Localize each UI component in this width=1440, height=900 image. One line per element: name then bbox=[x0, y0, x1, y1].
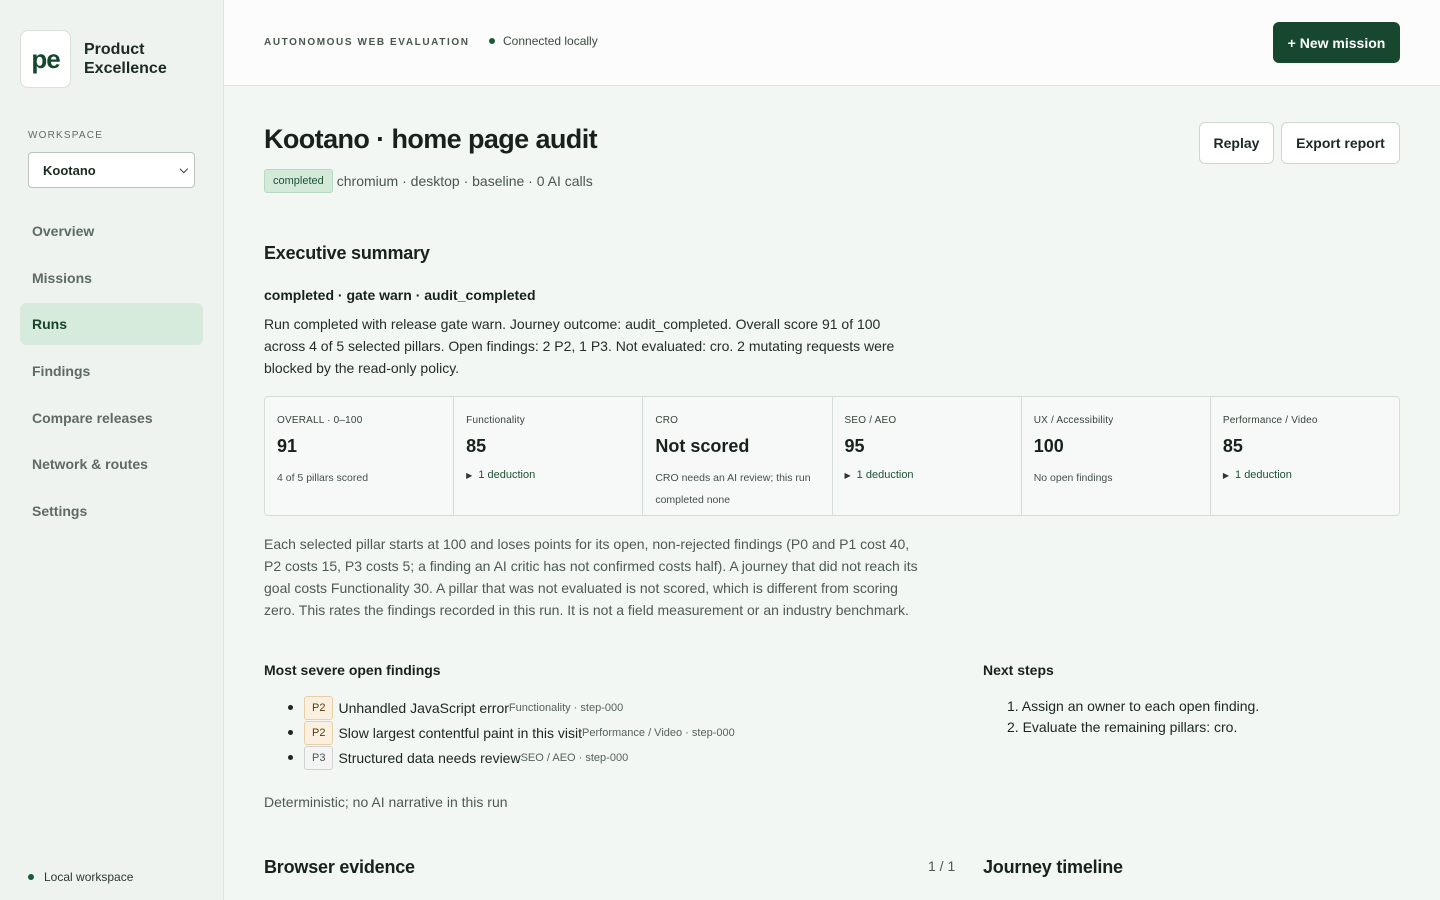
list-item: 1. Assign an owner to each open finding. bbox=[1007, 698, 1260, 714]
finding-meta: SEO / AEO · step-000 bbox=[520, 751, 629, 764]
score-value: 95 bbox=[844, 436, 865, 456]
score-label: SEO / AEO bbox=[844, 415, 897, 426]
score-value: 100 bbox=[1033, 436, 1064, 456]
sidebar-item-label: Network & routes bbox=[32, 456, 148, 473]
deduction-label: 1 deduction bbox=[1235, 469, 1292, 481]
run-meta bbox=[264, 169, 593, 193]
scoring-explanation: Each selected pillar starts at 100 and loses points for its open, non-rejected findings (P0 and P1 cost 40, P2 costs 15, P3 costs 5; a finding an AI critic has not confirmed costs half). A journey that did not reach its goal costs Functionality 30. A pillar that was not evaluated is not scored, which is different from scoring zero. This rates the findings recorded in this run. It is not a field measurement or an industry benchmark. bbox=[264, 536, 918, 618]
status-dot-icon bbox=[489, 38, 495, 44]
bullet-icon bbox=[288, 755, 293, 760]
app-eyebrow: AUTONOMOUS WEB EVALUATION bbox=[264, 37, 470, 48]
sidebar-item-label: Settings bbox=[32, 503, 88, 520]
sidebar-item-network-routes[interactable] bbox=[20, 443, 203, 485]
chevron-down-icon: ⌵ bbox=[179, 163, 188, 176]
evidence-count: 1 / 1 bbox=[928, 858, 956, 874]
deduction-label: 1 deduction bbox=[856, 469, 914, 481]
summary-text: Run completed with release gate warn. Journey outcome: audit_completed. Overall score 91 of 100 across 4 of 5 selected pillars. Open findings: 2 P2, 1 P3. Not evaluated: cro. 2 mutating requests were blocked by the read-only policy. bbox=[264, 316, 895, 376]
priority-badge: P3 bbox=[304, 746, 333, 770]
export-report-button[interactable]: Export report bbox=[1281, 122, 1400, 164]
disclosure-triangle-icon: ▶ bbox=[844, 471, 851, 480]
score-card-cro bbox=[643, 397, 832, 515]
list-item: 2. Evaluate the remaining pillars: cro. bbox=[1007, 719, 1238, 735]
workspace-label: WORKSPACE bbox=[28, 130, 104, 141]
local-workspace-status bbox=[28, 870, 133, 884]
sidebar-item-settings[interactable] bbox=[20, 490, 203, 532]
executive-summary-heading: Executive summary bbox=[264, 243, 430, 263]
score-value: Not scored bbox=[655, 436, 750, 456]
findings-heading: Most severe open findings bbox=[264, 662, 441, 678]
priority-badge: P2 bbox=[304, 721, 333, 745]
disclosure-triangle-icon: ▶ bbox=[1222, 471, 1230, 480]
priority-badge: P2 bbox=[304, 696, 333, 720]
score-label: Performance / Video bbox=[1222, 415, 1318, 426]
score-card-performance-video bbox=[1211, 397, 1399, 515]
sidebar bbox=[0, 0, 224, 900]
score-label: CRO bbox=[655, 415, 679, 426]
deduction-label: 1 deduction bbox=[478, 469, 536, 481]
local-workspace-label: Local workspace bbox=[44, 870, 134, 884]
sidebar-item-missions[interactable] bbox=[20, 257, 203, 299]
finding-title: Structured data needs review bbox=[338, 749, 521, 766]
score-value: 85 bbox=[466, 436, 487, 456]
connection-label: Connected locally bbox=[503, 34, 598, 48]
score-note: 4 of 5 pillars scored bbox=[277, 472, 369, 484]
score-card-functionality bbox=[454, 397, 643, 515]
deduction-toggle[interactable] bbox=[845, 469, 1009, 481]
score-label: OVERALL · 0–100 bbox=[277, 415, 363, 426]
sidebar-item-runs[interactable] bbox=[20, 303, 203, 345]
workspace-selected-value: Kootano bbox=[43, 162, 96, 178]
sidebar-item-overview[interactable] bbox=[20, 210, 203, 252]
run-verdict: completed · gate warn · audit_completed bbox=[264, 287, 536, 303]
run-meta-text: chromium · desktop · baseline · 0 AI calls bbox=[336, 173, 593, 189]
deduction-toggle[interactable] bbox=[466, 469, 630, 481]
score-card-seo-aeo bbox=[833, 397, 1022, 515]
narrative-note: Deterministic; no AI narrative in this run bbox=[264, 794, 508, 810]
finding-title: Unhandled JavaScript error bbox=[338, 699, 509, 716]
sidebar-item-label: Runs bbox=[32, 316, 67, 333]
sidebar-item-compare-releases[interactable] bbox=[20, 397, 203, 439]
bullet-icon bbox=[288, 705, 293, 710]
sidebar-item-label: Overview bbox=[32, 223, 95, 239]
score-card-ux-accessibility bbox=[1022, 397, 1211, 515]
finding-meta: Performance / Video · step-000 bbox=[582, 726, 735, 739]
journey-timeline-heading: Journey timeline bbox=[983, 857, 1123, 877]
score-card-overall bbox=[265, 397, 454, 515]
list-item[interactable] bbox=[288, 720, 735, 745]
connection-status bbox=[489, 34, 598, 48]
score-note: CRO needs an AI review; this run completed none bbox=[655, 472, 811, 506]
finding-title: Slow largest contentful paint in this visit bbox=[338, 724, 583, 741]
browser-evidence-heading: Browser evidence bbox=[264, 857, 415, 877]
workspace-select[interactable] bbox=[28, 152, 195, 188]
score-label: Functionality bbox=[466, 415, 525, 426]
replay-button[interactable]: Replay bbox=[1199, 122, 1274, 164]
score-grid bbox=[264, 396, 1400, 516]
sidebar-item-label: Findings bbox=[32, 363, 91, 380]
list-item[interactable] bbox=[288, 695, 735, 720]
new-mission-button[interactable]: + New mission bbox=[1273, 22, 1400, 63]
sidebar-item-label: Compare releases bbox=[32, 409, 153, 426]
brand[interactable] bbox=[20, 30, 184, 88]
bullet-icon bbox=[288, 730, 293, 735]
score-label: UX / Accessibility bbox=[1033, 415, 1114, 426]
sidebar-item-label: Missions bbox=[32, 269, 92, 286]
next-steps-list bbox=[1007, 696, 1259, 738]
score-value: 91 bbox=[277, 436, 298, 456]
score-note: No open findings bbox=[1033, 472, 1113, 484]
list-item[interactable] bbox=[288, 745, 735, 770]
topbar bbox=[224, 0, 1440, 86]
deduction-toggle[interactable] bbox=[1223, 469, 1387, 481]
status-badge: completed bbox=[264, 169, 333, 193]
status-dot-icon bbox=[28, 874, 34, 880]
findings-list bbox=[288, 695, 735, 770]
page-title: Kootano · home page audit bbox=[264, 124, 597, 154]
sidebar-nav bbox=[20, 210, 203, 537]
score-value: 85 bbox=[1222, 436, 1243, 456]
brand-name: Product Excellence bbox=[84, 41, 167, 77]
disclosure-triangle-icon: ▶ bbox=[466, 471, 473, 480]
finding-meta: Functionality · step-000 bbox=[508, 701, 624, 714]
sidebar-item-findings[interactable] bbox=[20, 350, 203, 392]
next-steps-heading: Next steps bbox=[983, 662, 1054, 678]
brand-logo: pe bbox=[20, 30, 71, 88]
